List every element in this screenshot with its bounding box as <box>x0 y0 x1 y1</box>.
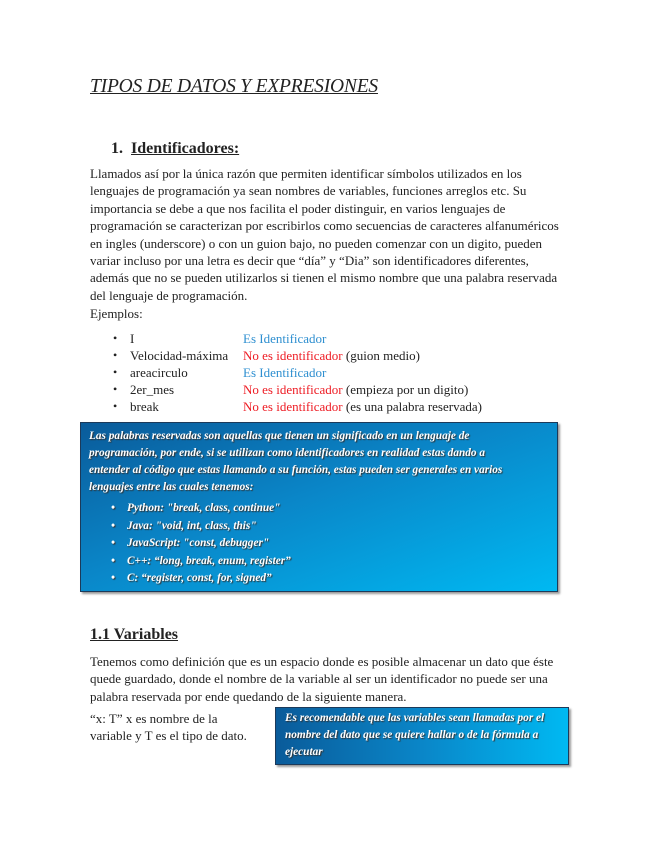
paragraph-line: Tenemos como definición que es un espacio donde es posible almacenar un dato que éste <box>90 654 554 669</box>
bullet-icon: • <box>111 572 115 584</box>
example-item <box>0 347 600 364</box>
bullet-icon: • <box>111 554 115 567</box>
callout-line: entender al código que estas llamando a su función, estas pueden ser generales en varios <box>89 464 503 476</box>
paragraph-line: palabra reservada por ende quedando de la siguiente manera. <box>90 688 407 704</box>
paragraph-line: del lenguaje de programación. <box>90 287 248 303</box>
example-item <box>0 398 600 415</box>
example-status: No es identificador <box>243 399 343 414</box>
example-item <box>0 381 600 398</box>
reserved-words-item: JavaScript: "const, debugger" <box>127 537 270 549</box>
callout-line: Las palabras reservadas son aquellas que tienen un significado en un lenguaje de <box>89 430 470 442</box>
reserved-words-callout <box>80 422 558 592</box>
paragraph-line: en ingles (underscore) o con un guion bajo, no pueden comenzar con un digito, pueden <box>90 235 542 251</box>
page-title: TIPOS DE DATOS Y EXPRESIONES <box>90 76 378 97</box>
paragraph-line: variar incluso por una letra es decir que “día” y “Dia” son identificadores diferentes, <box>90 253 529 269</box>
section-number: 1. <box>111 140 123 157</box>
bullet-icon: • <box>113 382 118 396</box>
identificadores-paragraph <box>90 165 570 304</box>
example-status: No es identificador <box>243 382 343 397</box>
paragraph-line: Llamados así por la única razón que permiten identificar símbolos utilizados en los <box>90 166 522 181</box>
example-term: Velocidad-máxima <box>130 348 229 363</box>
bullet-icon: • <box>111 519 115 532</box>
example-item <box>0 364 600 381</box>
reserved-words-item: C++: “long, break, enum, register” <box>127 554 291 567</box>
example-note: (empieza por un digito) <box>342 382 469 397</box>
callout-line: Es recomendable que las variables sean llamadas por el <box>285 712 545 724</box>
bullet-icon: • <box>113 331 118 345</box>
bullet-icon: • <box>113 365 118 379</box>
syntax-line: variable y T es el tipo de dato. <box>90 728 247 744</box>
section-heading-variables: 1.1 Variables <box>90 626 179 643</box>
paragraph-line: lenguajes de programación ya sean nombres de variables, funciones arreglos etc. Su <box>90 183 527 199</box>
paragraph-line: quede guardado, donde el nombre de la variable al ser un identificador no puede ser una <box>90 671 548 687</box>
bullet-icon: • <box>111 537 115 549</box>
example-term: I <box>130 331 135 346</box>
example-note: (guion medio) <box>342 348 420 363</box>
reserved-words-item: C: “register, const, for, signed” <box>127 572 272 584</box>
bullet-icon: • <box>111 502 115 514</box>
syntax-line: “x: T” x es nombre de la <box>90 711 218 726</box>
variables-tip-callout <box>275 707 569 765</box>
example-note: (es una palabra reservada) <box>342 399 482 414</box>
paragraph-line: importancia se debe a que nos facilita el poder distinguir, en varios lenguajes de <box>90 200 506 216</box>
example-status: Es Identificador <box>243 331 327 346</box>
examples-label: Ejemplos: <box>90 306 143 321</box>
example-status: Es Identificador <box>243 365 327 380</box>
example-term: 2er_mes <box>130 382 175 397</box>
example-term: areacirculo <box>130 365 188 380</box>
example-item <box>0 330 600 347</box>
callout-line: nombre del dato que se quiere hallar o de la fórmula a <box>285 729 539 741</box>
reserved-words-item: Java: "void, int, class, this" <box>127 519 257 532</box>
paragraph-line: programación se caracterizan por escribirlos como secuencias de caracteres alfanuméricos <box>90 218 559 234</box>
callout-line: lenguajes entre las cuales tenemos: <box>89 481 254 493</box>
reserved-words-item: Python: "break, class, continue" <box>127 502 281 514</box>
bullet-icon: • <box>113 399 118 413</box>
callout-line: ejecutar <box>285 746 323 758</box>
section-title: Identificadores: <box>131 140 240 157</box>
example-status: No es identificador <box>243 348 343 363</box>
paragraph-line: además que no se pueden utilizarlos si tienen el mismo nombre que una palabra reservada <box>90 270 558 286</box>
bullet-icon: • <box>113 348 118 362</box>
section-heading-identificadores <box>111 140 239 158</box>
callout-line: programación, por ende, si se utilizan como identificadores en realidad estas dando a <box>89 447 486 459</box>
variables-paragraph <box>90 653 570 705</box>
example-term: break <box>130 399 159 414</box>
